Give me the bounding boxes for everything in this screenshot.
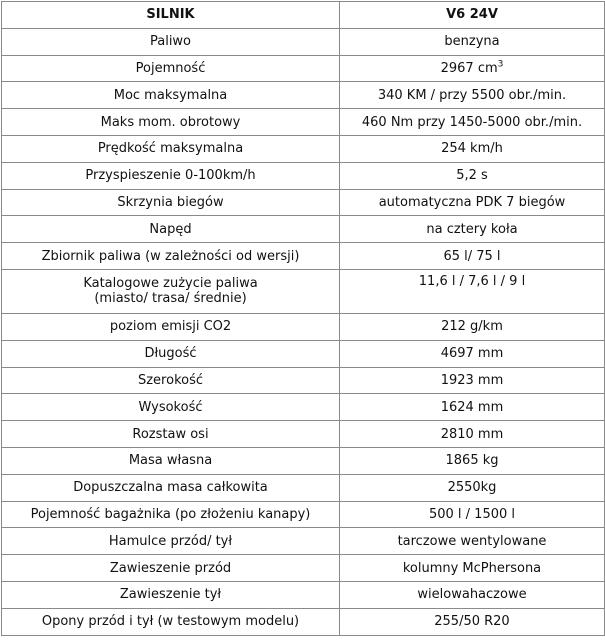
row-label: Skrzynia biegów — [2, 189, 340, 216]
table-row — [2, 474, 605, 501]
table-row — [2, 340, 605, 367]
row-label: Hamulce przód/ tył — [2, 528, 340, 555]
row-value — [340, 55, 605, 82]
row-value: 212 g/km — [340, 313, 605, 340]
row-label: Pojemność — [2, 55, 340, 82]
row-label: Wysokość — [2, 394, 340, 421]
table-row — [2, 447, 605, 474]
row-value: 340 KM / przy 5500 obr./min. — [340, 82, 605, 109]
row-label: Maks mom. obrotowy — [2, 109, 340, 136]
spec-table — [1, 1, 605, 636]
row-value: 1923 mm — [340, 367, 605, 394]
row-label: Pojemność bagażnika (po złożeniu kanapy) — [2, 501, 340, 528]
header-label: SILNIK — [2, 2, 340, 29]
table-row — [2, 367, 605, 394]
table-row — [2, 421, 605, 448]
row-value: 2810 mm — [340, 421, 605, 448]
row-label: Zawieszenie tył — [2, 581, 340, 608]
row-label: Masa własna — [2, 447, 340, 474]
row-label: Moc maksymalna — [2, 82, 340, 109]
row-value: 1865 kg — [340, 447, 605, 474]
row-label: Rozstaw osi — [2, 421, 340, 448]
table-row — [2, 55, 605, 82]
table-row — [2, 189, 605, 216]
table-row — [2, 608, 605, 635]
row-value: 5,2 s — [340, 162, 605, 189]
header-value: V6 24V — [340, 2, 605, 29]
row-label: Zbiornik paliwa (w zależności od wersji) — [2, 243, 340, 270]
table-row — [2, 528, 605, 555]
row-value: automatyczna PDK 7 biegów — [340, 189, 605, 216]
row-value: kolumny McPhersona — [340, 555, 605, 582]
table-row — [2, 501, 605, 528]
row-label: Zawieszenie przód — [2, 555, 340, 582]
row-label: Dopuszczalna masa całkowita — [2, 474, 340, 501]
table-row — [2, 243, 605, 270]
table-row — [2, 162, 605, 189]
table-row — [2, 269, 605, 313]
row-value: 65 l/ 75 l — [340, 243, 605, 270]
table-row — [2, 82, 605, 109]
row-label-line1: Katalogowe zużycie paliwa — [83, 276, 258, 292]
row-value: tarczowe wentylowane — [340, 528, 605, 555]
row-label: poziom emisji CO2 — [2, 313, 340, 340]
row-label: Paliwo — [2, 28, 340, 55]
row-value: wielowahaczowe — [340, 581, 605, 608]
table-row — [2, 555, 605, 582]
row-label: Napęd — [2, 216, 340, 243]
row-label: Opony przód i tył (w testowym modelu) — [2, 608, 340, 635]
row-label: Długość — [2, 340, 340, 367]
value-text: 2967 cm — [440, 60, 498, 76]
table-row — [2, 313, 605, 340]
table-row-header — [2, 2, 605, 29]
row-value: 2550kg — [340, 474, 605, 501]
table-row — [2, 135, 605, 162]
row-value: 460 Nm przy 1450-5000 obr./min. — [340, 109, 605, 136]
row-value: na cztery koła — [340, 216, 605, 243]
row-value: 4697 mm — [340, 340, 605, 367]
row-label — [2, 269, 340, 313]
row-value: 500 l / 1500 l — [340, 501, 605, 528]
row-label: Szerokość — [2, 367, 340, 394]
row-value: benzyna — [340, 28, 605, 55]
row-value: 254 km/h — [340, 135, 605, 162]
table-row — [2, 581, 605, 608]
row-label-line2: (miasto/ trasa/ średnie) — [94, 291, 247, 307]
row-value: 11,6 l / 7,6 l / 9 l — [340, 269, 605, 313]
value-superscript: 3 — [497, 59, 504, 70]
table-row — [2, 109, 605, 136]
row-label: Przyspieszenie 0-100km/h — [2, 162, 340, 189]
row-value: 1624 mm — [340, 394, 605, 421]
table-row — [2, 28, 605, 55]
row-value: 255/50 R20 — [340, 608, 605, 635]
row-label: Prędkość maksymalna — [2, 135, 340, 162]
table-row — [2, 394, 605, 421]
table-row — [2, 216, 605, 243]
